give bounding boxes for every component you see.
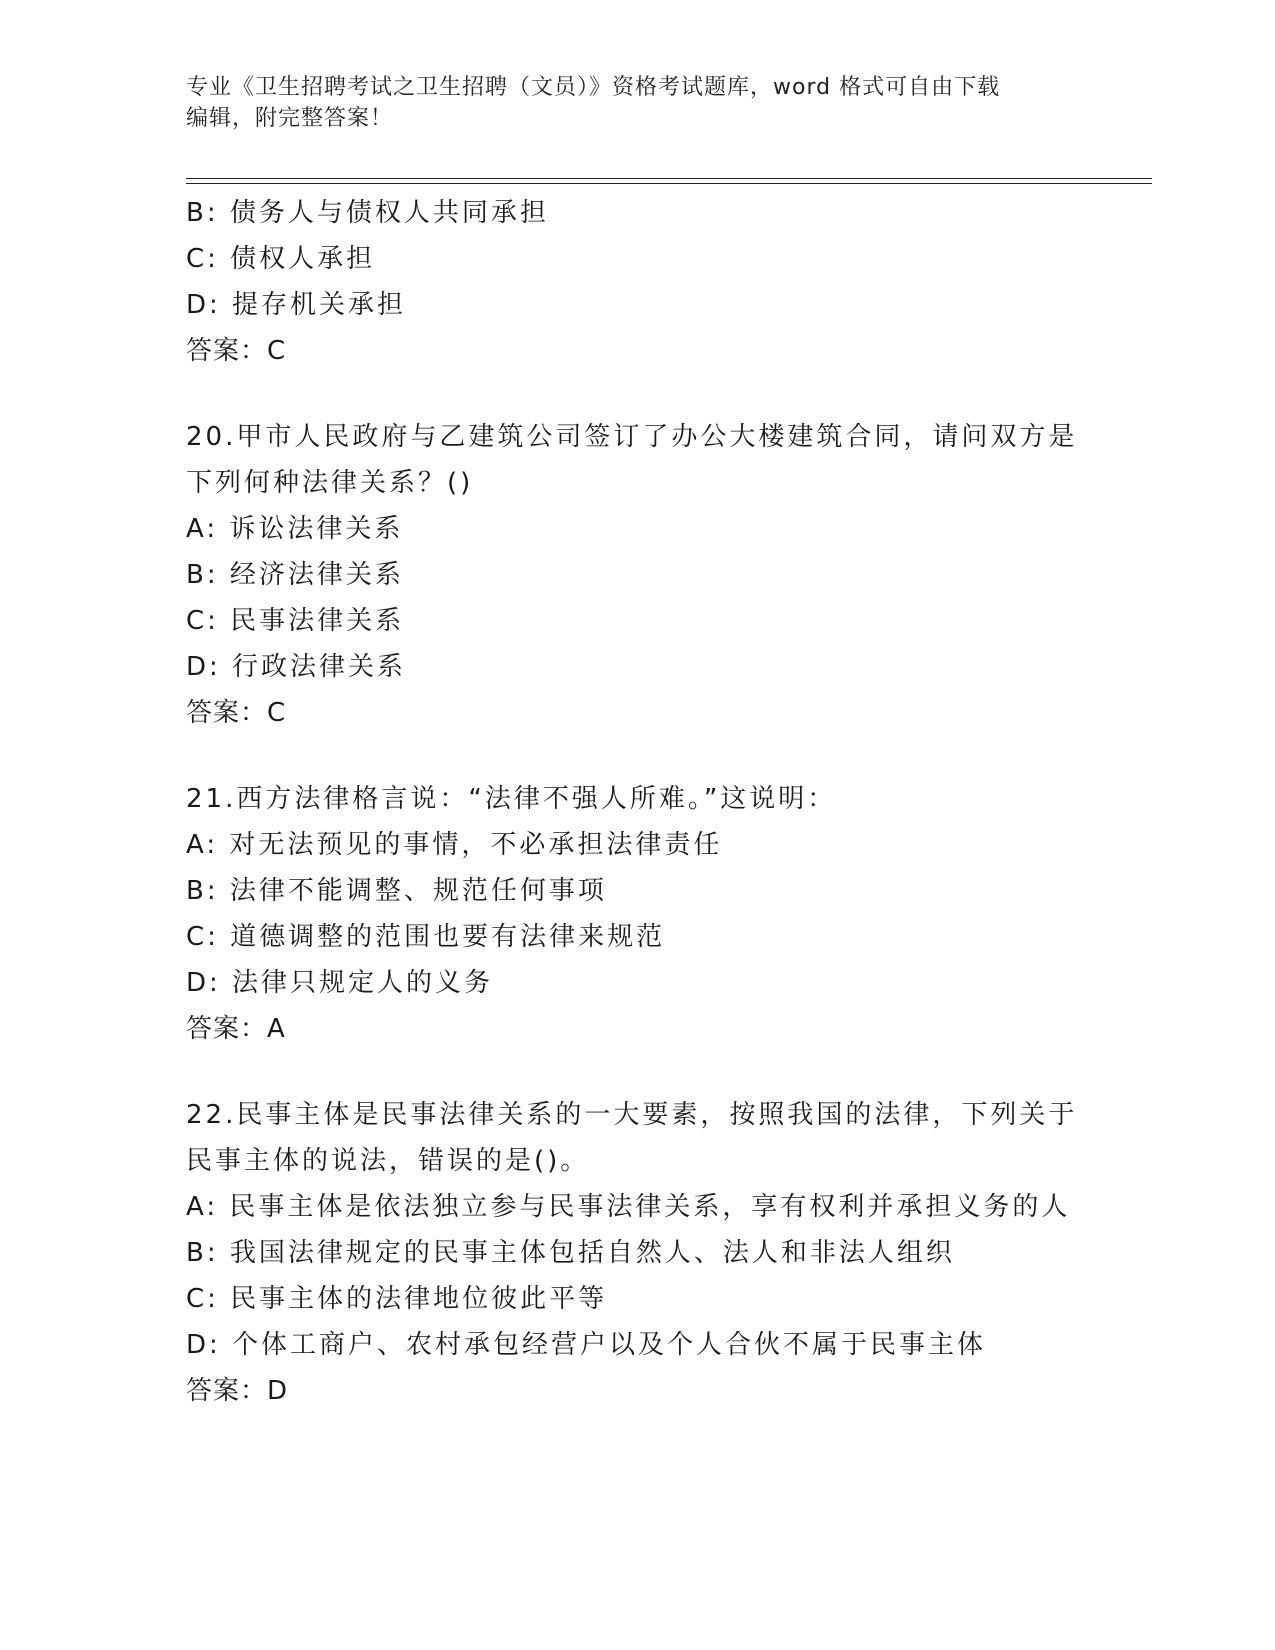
document-header [186,72,1066,134]
option-d: D: 法律只规定人的义务 [186,968,494,998]
option-c: C: 民事主体的法律地位彼此平等 [186,1284,608,1314]
option-d: D: 个体工商户、农村承包经营户以及个人合伙不属于民事主体 [186,1330,987,1360]
option-b: B: 我国法律规定的民事主体包括自然人、法人和非法人组织 [186,1238,955,1268]
answer: 答案：C [186,336,287,366]
option-c: C: 道德调整的范围也要有法律来规范 [186,922,666,952]
option-a: A: 民事主体是依法独立参与民事法律关系，享有权利并承担义务的人 [186,1192,1071,1222]
question-text-line: 民事主体的说法，错误的是()。 [186,1146,590,1176]
question-text-line: 21.西方法律格言说：“法律不强人所难。”这说明： [186,784,837,814]
option-d: D: 行政法律关系 [186,652,407,682]
question-21 [186,776,1086,1052]
question-22 [186,1092,1086,1414]
header-divider-top [186,178,1152,179]
question-20 [186,414,1086,736]
question-text-line: 22.民事主体是民事法律关系的一大要素，按照我国的法律，下列关于 [186,1100,1078,1130]
option-b: B: 债务人与债权人共同承担 [186,198,549,228]
question-text-line: 20.甲市人民政府与乙建筑公司签订了办公大楼建筑合同，请问双方是 [186,422,1078,452]
option-d: D: 提存机关承担 [186,290,407,320]
option-b: B: 法律不能调整、规范任何事项 [186,876,607,906]
option-b: B: 经济法律关系 [186,560,404,590]
question-19-tail [186,190,1086,374]
answer: 答案：D [186,1376,289,1406]
option-c: C: 民事法律关系 [186,606,405,636]
header-line-2: 编辑，附完整答案！ [186,106,394,131]
question-text-line: 下列何种法律关系？() [186,468,474,498]
option-a: A: 诉讼法律关系 [186,514,404,544]
option-a: A: 对无法预见的事情，不必承担法律责任 [186,830,723,860]
answer: 答案：C [186,698,287,728]
header-divider-bottom [186,183,1152,184]
answer: 答案：A [186,1014,286,1044]
option-c: C: 债权人承担 [186,244,376,274]
question-content [186,190,1086,1414]
header-line-1: 专业《卫生招聘考试之卫生招聘（文员）》资格考试题库，word 格式可自由下载 [186,75,1001,100]
